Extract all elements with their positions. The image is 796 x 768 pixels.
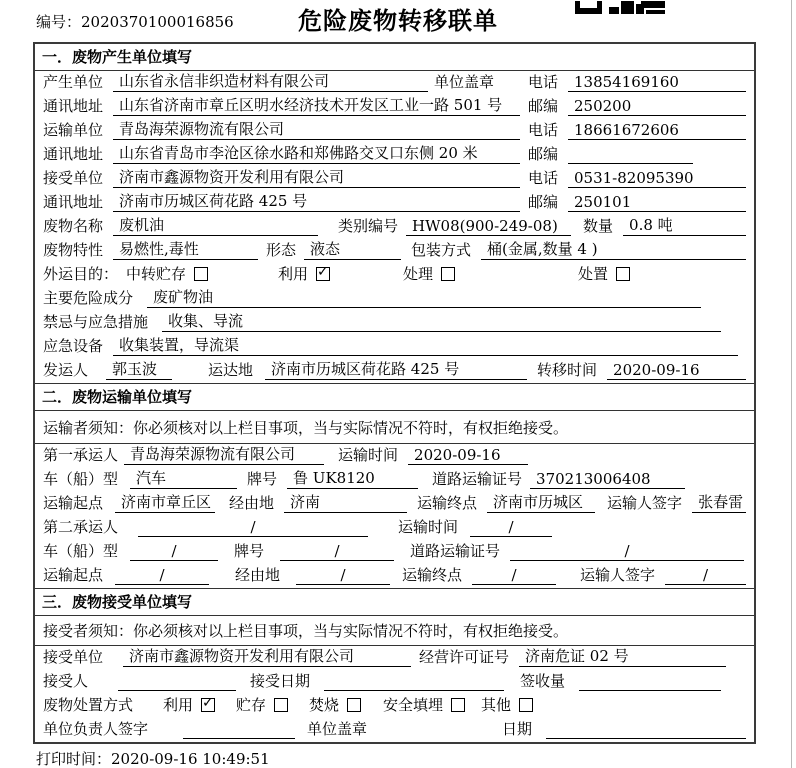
zip-label-2: 邮编 bbox=[527, 145, 558, 163]
via1-value: 济南 bbox=[284, 491, 407, 513]
destination-value: 济南市历城区荷花路 425 号 bbox=[265, 358, 527, 380]
disposal-option-incinerate-label: 焚烧 bbox=[309, 696, 340, 714]
carrier2-value: / bbox=[138, 518, 368, 537]
row-producer-address bbox=[35, 95, 754, 119]
phone-value-1: 13854169160 bbox=[568, 73, 746, 92]
checkbox-disposal-incinerate bbox=[347, 698, 361, 712]
serial-label: 编号： bbox=[36, 13, 82, 31]
transporter-label: 运输单位 bbox=[43, 121, 104, 139]
category-value: HW08(900-249-08) bbox=[406, 217, 571, 236]
origin1-value: 济南市章丘区 bbox=[115, 491, 215, 513]
receiver-label: 接受单位 bbox=[43, 169, 104, 187]
vehicle2-value: / bbox=[130, 542, 218, 561]
transport-time2-label: 运输时间 bbox=[398, 518, 459, 536]
road-cert1-label: 道路运输证号 bbox=[432, 470, 523, 488]
serial-value: 2020370100016856 bbox=[81, 13, 234, 31]
shipper-value: 郭玉波 bbox=[106, 358, 172, 380]
row-waste-name bbox=[35, 215, 754, 239]
road-cert2-value: / bbox=[510, 542, 744, 561]
print-time-value: 2020-09-16 10:49:51 bbox=[111, 750, 270, 768]
row-disposal-method bbox=[35, 694, 754, 718]
row-hazard-component bbox=[35, 287, 754, 311]
traits-label: 废物特性 bbox=[43, 241, 104, 259]
received-amount-label: 签收量 bbox=[520, 672, 566, 690]
license-value: 济南危证 02 号 bbox=[519, 645, 726, 667]
transfer-time-label: 转移时间 bbox=[537, 361, 598, 379]
disposal-label: 废物处置方式 bbox=[43, 696, 134, 714]
disposal-option-store-label: 贮存 bbox=[236, 696, 267, 714]
address-value-2: 山东省青岛市李沧区徐水路和郑佛路交叉口东侧 20 米 bbox=[113, 142, 520, 164]
disposal-option-store bbox=[236, 694, 309, 715]
end2-value: / bbox=[472, 566, 556, 585]
shipper-label: 发运人 bbox=[43, 361, 89, 379]
receiver-value: 济南市鑫源物资开发利用有限公司 bbox=[113, 166, 520, 188]
address-value-3: 济南市历城区荷花路 425 号 bbox=[113, 190, 520, 212]
receive-date-label: 接受日期 bbox=[250, 672, 311, 690]
row-first-carrier bbox=[35, 444, 754, 468]
checkbox-disposal-other bbox=[519, 698, 533, 712]
responsible-sign-value bbox=[183, 720, 295, 739]
unit-seal-label: 单位盖章 bbox=[307, 720, 368, 738]
disposal-option-utilize-label: 利用 bbox=[163, 696, 194, 714]
row-second-carrier bbox=[35, 516, 754, 540]
transport-time1-value: 2020-09-16 bbox=[408, 446, 528, 465]
recipient-value bbox=[118, 672, 236, 691]
sign2-value: / bbox=[665, 566, 746, 585]
print-time-line bbox=[36, 748, 270, 768]
form-value: 液态 bbox=[304, 238, 401, 260]
row-vehicle2 bbox=[35, 540, 754, 564]
disposal-option-incinerate bbox=[309, 694, 383, 715]
vehicle1-label: 车（船）型 bbox=[43, 470, 119, 488]
origin1-label: 运输起点 bbox=[43, 494, 104, 512]
disposal-option-landfill-label: 安全填埋 bbox=[383, 696, 444, 714]
producer-value: 山东省永信非织造材料有限公司 bbox=[113, 70, 428, 92]
vehicle2-label: 车（船）型 bbox=[43, 542, 119, 560]
purpose-option-treat bbox=[403, 263, 578, 284]
transporter-notice: 运输者须知：你必须核对以上栏目事项，当与实际情况不符时，有权拒绝接受。 bbox=[35, 411, 754, 444]
section1-title: 一．废物产生单位填写 bbox=[35, 44, 754, 71]
phone-value-3: 0531-82095390 bbox=[568, 169, 746, 188]
checkbox-dispose bbox=[616, 267, 630, 281]
purpose-option-dispose bbox=[578, 263, 630, 284]
row-route2 bbox=[35, 564, 754, 588]
transporter-value: 青岛海荣源物流有限公司 bbox=[113, 118, 520, 140]
row-transfer-purpose bbox=[35, 263, 754, 287]
row-route1 bbox=[35, 492, 754, 516]
quantity-label: 数量 bbox=[583, 217, 614, 235]
road-cert1-value: 370213006408 bbox=[530, 470, 685, 489]
date-label: 日期 bbox=[501, 720, 532, 738]
purpose-option-utilize-label: 利用 bbox=[278, 265, 309, 283]
form-label: 形态 bbox=[266, 241, 297, 259]
sign2-label: 运输人签字 bbox=[580, 566, 656, 584]
zip-value-2 bbox=[568, 145, 693, 164]
page-title: 危险废物转移联单 bbox=[298, 7, 498, 35]
purpose-option-storage bbox=[126, 263, 278, 284]
recipient-label: 接受人 bbox=[43, 672, 89, 690]
plate2-label: 牌号 bbox=[234, 542, 265, 560]
page-right-edge bbox=[791, 0, 792, 768]
destination-label: 运达地 bbox=[208, 361, 254, 379]
vehicle1-value: 汽车 bbox=[130, 467, 237, 489]
phone-value-2: 18661672606 bbox=[568, 121, 746, 140]
zip-label-1: 邮编 bbox=[527, 97, 558, 115]
zip-value-1: 250200 bbox=[568, 97, 746, 116]
carrier1-value: 青岛海荣源物流有限公司 bbox=[124, 443, 324, 465]
via1-label: 经由地 bbox=[229, 494, 275, 512]
responsible-sign-label: 单位负责人签字 bbox=[43, 720, 149, 738]
address-label-3: 通讯地址 bbox=[43, 193, 104, 211]
form-outer-box bbox=[33, 42, 756, 744]
checkbox-disposal-utilize bbox=[201, 698, 215, 712]
hazard-value: 废矿物油 bbox=[147, 286, 701, 308]
print-time-label: 打印时间： bbox=[36, 750, 112, 768]
phone-label-2: 电话 bbox=[527, 121, 558, 139]
address-label-1: 通讯地址 bbox=[43, 97, 104, 115]
waste-name-value: 废机油 bbox=[113, 214, 318, 236]
date-value bbox=[546, 720, 746, 739]
receiver-notice: 接受者须知：你必须核对以上栏目事项，当与实际情况不符时，有权拒绝接受。 bbox=[35, 616, 754, 646]
receiving-unit-value: 济南市鑫源物资开发利用有限公司 bbox=[123, 645, 411, 667]
row-shipper bbox=[35, 359, 754, 383]
seal-label: 单位盖章 bbox=[434, 73, 495, 91]
equipment-value: 收集装置，导流渠 bbox=[113, 334, 738, 356]
packing-value: 桶(金属,数量 4 ) bbox=[481, 238, 746, 260]
row-receiving-unit bbox=[35, 646, 754, 670]
producer-label: 产生单位 bbox=[43, 73, 104, 91]
origin2-label: 运输起点 bbox=[43, 566, 104, 584]
traits-value: 易燃性,毒性 bbox=[113, 238, 258, 260]
section3-title: 三．废物接受单位填写 bbox=[35, 589, 754, 616]
row-responsible-signature bbox=[35, 718, 754, 742]
purpose-label: 外运目的： bbox=[43, 265, 119, 283]
row-waste-traits bbox=[35, 239, 754, 263]
phone-label-1: 电话 bbox=[527, 73, 558, 91]
row-transporter bbox=[35, 119, 754, 143]
address-label-2: 通讯地址 bbox=[43, 145, 104, 163]
end2-label: 运输终点 bbox=[402, 566, 463, 584]
section-receiver bbox=[35, 588, 754, 742]
purpose-option-dispose-label: 处置 bbox=[578, 265, 609, 283]
checkbox-treat bbox=[441, 267, 455, 281]
plate1-label: 牌号 bbox=[247, 470, 278, 488]
address-value-1: 山东省济南市章丘区明水经济技术开发区工业一路 501 号 bbox=[113, 94, 520, 116]
end1-value: 济南市历城区 bbox=[487, 491, 595, 513]
zip-label-3: 邮编 bbox=[527, 193, 558, 211]
disposal-option-utilize bbox=[163, 694, 236, 715]
phone-label-3: 电话 bbox=[527, 169, 558, 187]
row-recipient bbox=[35, 670, 754, 694]
waste-name-label: 废物名称 bbox=[43, 217, 104, 235]
equipment-label: 应急设备 bbox=[43, 337, 104, 355]
end1-label: 运输终点 bbox=[417, 494, 478, 512]
checkbox-disposal-store bbox=[274, 698, 288, 712]
checkbox-disposal-landfill bbox=[451, 698, 465, 712]
qr-code-fragment-icon bbox=[575, 0, 665, 13]
row-receiver-address bbox=[35, 191, 754, 215]
hazard-label: 主要危险成分 bbox=[43, 289, 134, 307]
via2-value: / bbox=[296, 566, 390, 585]
row-vehicle1 bbox=[35, 468, 754, 492]
disposal-option-landfill bbox=[383, 694, 481, 715]
transport-time2-value: / bbox=[470, 518, 552, 537]
disposal-option-other bbox=[481, 694, 533, 715]
license-label: 经营许可证号 bbox=[419, 648, 510, 666]
plate1-value: 鲁 UK8120 bbox=[287, 467, 418, 489]
taboo-label: 禁忌与应急措施 bbox=[43, 313, 149, 331]
origin2-value: / bbox=[115, 566, 209, 585]
sign1-label: 运输人签字 bbox=[607, 494, 683, 512]
carrier1-label: 第一承运人 bbox=[43, 446, 119, 464]
road-cert2-label: 道路运输证号 bbox=[410, 542, 501, 560]
purpose-option-treat-label: 处理 bbox=[403, 265, 434, 283]
transport-time1-label: 运输时间 bbox=[338, 446, 399, 464]
packing-label: 包装方式 bbox=[411, 241, 472, 259]
receiving-unit-label: 接受单位 bbox=[43, 648, 104, 666]
section-producer bbox=[35, 44, 754, 383]
received-amount-value bbox=[579, 672, 721, 691]
row-emergency-equipment bbox=[35, 335, 754, 359]
quantity-value: 0.8 吨 bbox=[623, 214, 746, 236]
taboo-value: 收集、导流 bbox=[162, 310, 721, 332]
category-label: 类别编号 bbox=[338, 217, 399, 235]
zip-value-3: 250101 bbox=[568, 193, 746, 212]
disposal-option-other-label: 其他 bbox=[481, 696, 512, 714]
row-receiver bbox=[35, 167, 754, 191]
purpose-option-storage-label: 中转贮存 bbox=[126, 265, 187, 283]
sign1-value: 张春雷 bbox=[692, 491, 746, 513]
transfer-time-value: 2020-09-16 bbox=[607, 361, 746, 380]
receive-date-value bbox=[324, 672, 504, 691]
row-producer bbox=[35, 71, 754, 95]
carrier2-label: 第二承运人 bbox=[43, 518, 119, 536]
row-taboo-measures bbox=[35, 311, 754, 335]
checkbox-utilize bbox=[316, 267, 330, 281]
section2-title: 二．废物运输单位填写 bbox=[35, 384, 754, 411]
plate2-value: / bbox=[280, 542, 394, 561]
row-transporter-address bbox=[35, 143, 754, 167]
checkbox-storage bbox=[194, 267, 208, 281]
section-transport bbox=[35, 383, 754, 588]
purpose-option-utilize bbox=[278, 263, 403, 284]
via2-label: 经由地 bbox=[235, 566, 281, 584]
